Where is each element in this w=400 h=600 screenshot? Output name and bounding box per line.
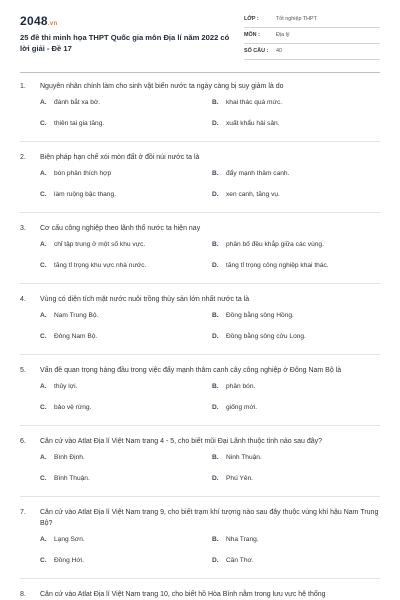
question-text: Vùng có diện tích mặt nước nuôi trồng thủy sản lớn nhất nước ta là xyxy=(40,296,250,303)
option-letter: D. xyxy=(212,404,219,411)
question-stem xyxy=(20,223,380,234)
question-number: 6. xyxy=(20,438,26,445)
question-number: 1. xyxy=(20,83,26,90)
question-text: Cơ cấu công nghiệp theo lãnh thổ nước ta hiện nay xyxy=(40,225,201,232)
option-text: Phú Yên. xyxy=(226,475,254,482)
option-text: giống mới. xyxy=(226,404,258,411)
option-letter: B. xyxy=(212,383,219,390)
option-text: chỉ tập trung ở một số khu vực. xyxy=(54,241,146,248)
option-letter: D. xyxy=(212,475,219,482)
option-letter: B. xyxy=(212,312,219,319)
answer-option-d[interactable] xyxy=(212,120,280,127)
question-number: 5. xyxy=(20,367,26,374)
answer-option-a[interactable] xyxy=(40,383,77,390)
question-divider xyxy=(20,212,380,213)
answer-option-a[interactable] xyxy=(40,241,145,248)
option-letter: A. xyxy=(40,383,47,390)
option-text: xuất khẩu hải sản. xyxy=(226,120,280,127)
question-text: Biện pháp hạn chế xói mòn đất ở đồi núi nước ta là xyxy=(40,154,200,161)
option-text: tăng tỉ trọng công nghiệp khai thác. xyxy=(226,262,329,269)
document-header xyxy=(20,12,380,62)
question-divider xyxy=(20,496,380,497)
question-item xyxy=(20,507,380,579)
question-number: 4. xyxy=(20,296,26,303)
option-row xyxy=(20,163,380,184)
exam-info-table xyxy=(244,12,380,60)
option-text: bảo vệ rừng. xyxy=(54,404,92,411)
option-row xyxy=(20,468,380,489)
option-row xyxy=(20,376,380,397)
answer-option-a[interactable] xyxy=(40,312,98,319)
question-item xyxy=(20,365,380,426)
option-letter: C. xyxy=(40,404,47,411)
option-text: Bình Thuận. xyxy=(54,475,90,482)
question-stem xyxy=(20,507,380,529)
info-label: LỚP : xyxy=(244,16,259,22)
option-text: Nam Trung Bộ. xyxy=(54,312,99,319)
question-stem xyxy=(20,365,380,376)
question-text: Vấn đề quan trọng hàng đầu trong việc đẩy mạnh thâm canh cây công nghiệp ở Đông Nam Bộ là xyxy=(40,367,342,374)
question-item xyxy=(20,81,380,142)
option-row xyxy=(20,92,380,113)
option-letter: A. xyxy=(40,170,47,177)
option-text: làm ruộng bậc thang. xyxy=(54,191,116,198)
question-text: Nguyên nhân chính làm cho sinh vật biển nước ta ngày càng bị suy giảm là do xyxy=(40,83,284,90)
option-letter: C. xyxy=(40,262,47,269)
option-row xyxy=(20,255,380,276)
question-number: 3. xyxy=(20,225,26,232)
question-number: 7. xyxy=(20,509,26,516)
question-stem xyxy=(20,152,380,163)
answer-option-b[interactable] xyxy=(212,99,282,106)
option-row xyxy=(20,447,380,468)
info-row-subject xyxy=(244,28,380,44)
answer-option-b[interactable] xyxy=(212,312,294,319)
option-letter: B. xyxy=(212,99,219,106)
info-label: MÔN : xyxy=(244,32,260,38)
option-text: đánh bắt xa bờ. xyxy=(54,99,101,106)
question-number: 8. xyxy=(20,591,26,598)
option-letter: B. xyxy=(212,454,219,461)
option-text: phân bố đều khắp giữa các vùng. xyxy=(226,241,324,248)
option-text: Bình Định. xyxy=(54,454,85,461)
option-letter: C. xyxy=(40,475,47,482)
option-text: Đồng bằng sông Hồng. xyxy=(226,312,294,319)
question-divider xyxy=(20,578,380,579)
answer-option-c[interactable] xyxy=(40,475,90,482)
answer-option-b[interactable] xyxy=(212,536,259,543)
question-item xyxy=(20,589,380,600)
option-row xyxy=(20,550,380,571)
option-letter: A. xyxy=(40,454,47,461)
answer-option-b[interactable] xyxy=(212,170,289,177)
answer-option-d[interactable] xyxy=(212,333,306,340)
option-row xyxy=(20,529,380,550)
question-divider xyxy=(20,425,380,426)
option-row xyxy=(20,234,380,255)
question-text: Căn cứ vào Atlat Địa lí Việt Nam trang 4 - 5, cho biết mũi Đại Lãnh thuộc tỉnh nào sau đây? xyxy=(40,438,322,445)
answer-option-c[interactable] xyxy=(40,557,84,564)
answer-option-a[interactable] xyxy=(40,170,111,177)
option-row xyxy=(20,397,380,418)
option-letter: B. xyxy=(212,170,219,177)
option-row xyxy=(20,326,380,347)
option-text: bón phân thích hợp xyxy=(54,170,112,177)
info-value: Địa lý xyxy=(276,32,290,38)
question-item xyxy=(20,223,380,284)
option-letter: B. xyxy=(212,536,219,543)
option-letter: D. xyxy=(212,557,219,564)
info-row-question-count xyxy=(244,44,380,60)
option-text: thiên tai gia tăng. xyxy=(54,120,105,127)
option-letter: D. xyxy=(212,333,219,340)
answer-option-c[interactable] xyxy=(40,404,91,411)
option-text: xen canh, tăng vụ. xyxy=(226,191,280,198)
option-row xyxy=(20,184,380,205)
answer-option-c[interactable] xyxy=(40,191,116,198)
option-text: đẩy mạnh thâm canh. xyxy=(226,170,290,177)
option-text: Đồng bằng sông cửu Long. xyxy=(226,333,306,340)
option-letter: C. xyxy=(40,557,47,564)
option-text: Ninh Thuận. xyxy=(226,454,262,461)
site-logo[interactable] xyxy=(20,14,57,28)
info-value: 40 xyxy=(276,48,282,54)
option-text: Đông Nam Bộ. xyxy=(54,333,98,340)
option-letter: A. xyxy=(40,241,47,248)
question-divider xyxy=(20,354,380,355)
logo-main: 2048 xyxy=(20,14,48,28)
question-stem xyxy=(20,436,380,447)
answer-option-b[interactable] xyxy=(212,241,324,248)
option-letter: A. xyxy=(40,312,47,319)
header-divider xyxy=(20,72,380,73)
option-text: tăng tỉ trọng khu vực nhà nước. xyxy=(54,262,147,269)
option-letter: C. xyxy=(40,333,47,340)
answer-option-d[interactable] xyxy=(212,262,329,269)
question-item xyxy=(20,294,380,355)
question-list xyxy=(20,81,380,600)
option-text: Nha Trang. xyxy=(226,536,259,543)
question-text: Căn cứ vào Atlat Địa lí Việt Nam trang 9, cho biết trạm khí tượng nào sau đây thuộc vùng khí hậu Nam Trung Bộ? xyxy=(40,509,379,527)
answer-option-b[interactable] xyxy=(212,383,255,390)
option-letter: D. xyxy=(212,262,219,269)
option-letter: A. xyxy=(40,536,47,543)
answer-option-a[interactable] xyxy=(40,99,100,106)
info-label: SỐ CÂU : xyxy=(244,48,269,54)
question-stem xyxy=(20,81,380,92)
question-text: Căn cứ vào Atlat Địa lí Việt Nam trang 10, cho biết hồ Hòa Bình nằm trong lưu vực hệ thống xyxy=(40,591,326,598)
question-divider xyxy=(20,141,380,142)
answer-option-d[interactable] xyxy=(212,475,253,482)
option-letter: B. xyxy=(212,241,219,248)
option-text: khai thác quá mức. xyxy=(226,99,283,106)
option-text: Lạng Sơn. xyxy=(54,536,85,543)
question-stem xyxy=(20,294,380,305)
answer-option-a[interactable] xyxy=(40,454,85,461)
option-text: thủy lợi. xyxy=(54,383,78,390)
answer-option-d[interactable] xyxy=(212,557,254,564)
answer-option-c[interactable] xyxy=(40,120,104,127)
option-text: Đồng Hới. xyxy=(54,557,84,564)
question-stem xyxy=(20,589,380,600)
question-item xyxy=(20,152,380,213)
answer-option-a[interactable] xyxy=(40,536,85,543)
answer-option-d[interactable] xyxy=(212,404,257,411)
answer-option-c[interactable] xyxy=(40,262,146,269)
option-letter: C. xyxy=(40,120,47,127)
option-letter: D. xyxy=(212,120,219,127)
question-number: 2. xyxy=(20,154,26,161)
info-value: Tốt nghiệp THPT xyxy=(276,16,317,22)
question-item xyxy=(20,436,380,497)
option-row xyxy=(20,305,380,326)
answer-option-b[interactable] xyxy=(212,454,262,461)
option-text: phân bón. xyxy=(226,383,256,390)
option-row xyxy=(20,113,380,134)
option-letter: D. xyxy=(212,191,219,198)
option-text: Cần Thơ. xyxy=(226,557,254,564)
option-letter: C. xyxy=(40,191,47,198)
info-row-class xyxy=(244,12,380,28)
logo-suffix: .vn xyxy=(47,21,58,27)
answer-option-c[interactable] xyxy=(40,333,97,340)
question-divider xyxy=(20,283,380,284)
option-letter: A. xyxy=(40,99,47,106)
document-title: 25 đề thi minh họa THPT Quốc gia môn Địa lí năm 2022 có lời giải - Đề 17 xyxy=(20,33,230,53)
answer-option-d[interactable] xyxy=(212,191,280,198)
